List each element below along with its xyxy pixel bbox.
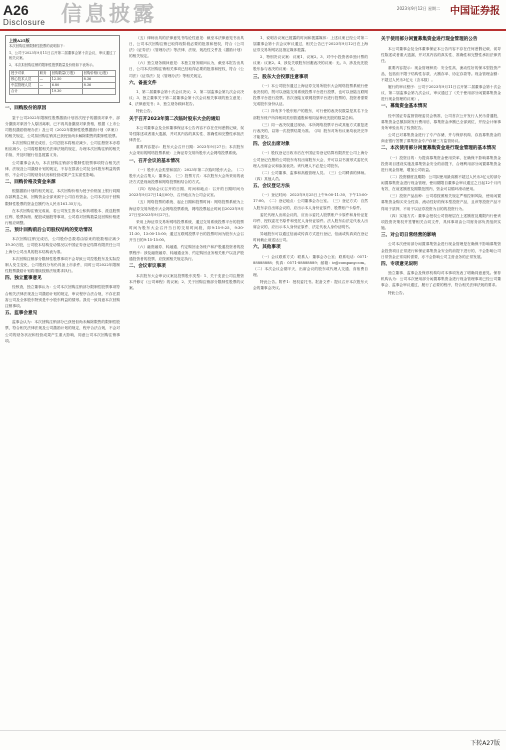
body-paragraph: 在本次回购注销完成前，若公司发生资本公积转增股本、派送股票红利、股票拆细、配股或缩股等事项，公司将对回购数量及回购价格进行相应调整。 [5, 208, 120, 225]
body-paragraph: 公司董事会认为，本次回购注销部分限制性股票事项符合相关法律、法规及公司激励计划的规定，不存在损害公司及全体股东利益的情形，不会对公司的财务状况和经营成果产生实质性影响。 [5, 160, 120, 177]
notice-line: 1、公司于2023年9月11日召开第二届董事会第十次会议，审议通过了相关议案。 [9, 50, 116, 61]
body-paragraph: 本次回购注销部分限制性股票事项不会导致公司控股股东及实际控制人发生变化，公司股权分布仍具备上市条件，同时公司2022年限制性股票激励计划将继续按照法规要求执行。 [5, 256, 120, 273]
body-paragraph: （五）律师出具的法律意见书结论性意见：截至本法律意见书出具日，公司本次回购注销已取得现阶段必要的批准和授权，符合《公司法》《证券法》《管理办法》等法律、法规、规范性文件及《激励计划》的相关规定。 [129, 36, 244, 59]
column-text [129, 35, 244, 291]
table-cell: 中层管理人员 [10, 83, 39, 89]
body-paragraph: （一）登记时间：2023年9月25日上午9:00-11:30，下午13:00-17:00。（二）登记地点：公司董事会办公室。（三）登记方式：自然人股东亲自出席会议的，应出示本人身份证原件、股票账户卡原件。 [253, 193, 368, 210]
page-header [0, 0, 506, 30]
subheading: 一、召开会议的基本情况 [129, 158, 180, 164]
body-paragraph: （一）会议联系方式：联系人：董事会办公室；联系电话：0571-88888888；传真：0571-88888889；邮箱：ir@company.com。（二）本次会议会期半天，出席会议的股东或代理人交通、食宿费自理。 [253, 254, 368, 277]
body-paragraph: 特此公告。 [388, 290, 407, 295]
column-1 [5, 35, 120, 728]
table-cell: 核心技术人员 [10, 77, 39, 83]
subheading: 二、会议审议事项 [129, 264, 166, 270]
subheading: 三、对公司日常经营的影响 [381, 232, 437, 238]
subheading: 五、监事会意见 [5, 310, 38, 316]
body-paragraph: 独立董事、监事会及保荐机构均对本事项发表了明确同意意见。保荐机构认为：公司本次使用部分闲置募集资金进行现金管理事项已经公司董事会、监事会审议通过，履行了必要的程序，符合相关法律法规的要求。 [381, 271, 501, 288]
continuation-box [5, 35, 120, 103]
subheading: 四、专项意见说明 [381, 261, 418, 267]
table-cell: 授予对象 [10, 71, 39, 77]
table-cell: 回购价格(元/股) [82, 71, 115, 77]
body-paragraph: （二）公司董事、监事和高级管理人员。（三）公司聘请的律师。（四）其他人员。 [253, 170, 368, 181]
subheading: 四、独立董事意见 [5, 275, 42, 281]
body-paragraph: 重要内容提示：现金管理种类：安全性高、流动性好的保本型投资产品，包括但不限于结构性存款、大额存单、协定存款等。现金管理金额：不超过人民币3亿元（含本数）。 [381, 65, 501, 82]
column-text [5, 106, 120, 343]
page-label: Disclosure [3, 18, 46, 27]
table-cell: 8.36 [82, 83, 115, 89]
body-paragraph: （六）独立财务顾问意见：本独立财务顾问认为，截至本报告出具日，公司本次回购注销相关事项已经取得必要的批准和授权，符合《公司法》《证券法》及《管理办法》等相关规定。 [129, 61, 244, 78]
column-text [253, 35, 368, 291]
table-cell: 12.50 [50, 77, 82, 83]
header-rule [0, 29, 506, 31]
body-paragraph: 经中国证券监督管理委员会核准，公司首次公开发行人民币普通股，募集资金总额扣除发行费用后，募集资金净额已全部到位，并经会计师事务所审验出具了验资报告。 [381, 113, 501, 131]
column-3 [253, 35, 368, 728]
notice-line: 2、本次拟回购注销的限制性股票数量及价格如下表所示。 [9, 62, 96, 67]
issue-date: 2023年9月12日 星期二 [396, 6, 440, 11]
body-paragraph: （一）股东大会类型和届次：2023年第二次临时股东大会。（二）股东大会召集人：董事会。（三）投票方式：本次股东大会所采用的表决方式是现场投票和网络投票相结合的方式。 [129, 168, 244, 185]
subheading: 关于召开2023年第二次临时股东大会的通知 [129, 116, 220, 122]
table-cell: — [38, 83, 50, 89]
body-paragraph: （四）实施方式：董事会授权公司管理层在上述额度及期限内行使该项投资决策权并签署相关合同文件，具体事项由公司财务部负责组织实施。 [381, 213, 501, 230]
body-paragraph: （一）投资目的：为提高募集资金使用效率，在确保不影响募集资金投资项目建设实施及募集资金安全的前提下，合理利用部分闲置募集资金进行现金管理，增加公司收益。 [381, 155, 501, 172]
body-paragraph: 公司已对募集资金进行了专户存储，并与保荐机构、存放募集资金的商业银行签署了募集资金专户存储三方监管协议。 [381, 133, 501, 144]
body-paragraph: 本次回购注销完成后，公司股份总数将由原来的股数相应减少19.30万股，公司股本结构变动情况以中国证券登记结算有限责任公司上海分公司出具的股本结构表为准。 [5, 237, 120, 254]
body-paragraph: 本次回购注销完成后，公司总股本将相应减少，公司注册资本亦将相应减少。公司将根据相关法律法规的规定，办理本次回购注销的相关手续，并及时履行信息披露义务。 [5, 141, 120, 158]
subheading: 二、回购价格及资金来源 [5, 179, 56, 185]
body-paragraph: （四）现场会议召开的日期、时间和地点：召开的日期时间为2023年9月27日14点00分，召开地点为公司会议室。 [129, 187, 244, 198]
subheading: 四、会议出席对象 [253, 141, 290, 147]
body-paragraph: 公司本次使用部分闲置募集资金进行现金管理是在确保不影响募集资金投资项目正常进行和保证募集资金安全的前提下进行的，不会影响公司日常资金正常周转需要，亦不会影响公司主营业务的正常发展。 [381, 242, 501, 259]
continuation-title: 上接A25版 [9, 38, 30, 43]
body-paragraph: 鉴于公司2022年限制性股票激励计划首次授予的激励对象中，部分激励对象因个人原因离职，已不再具备激励对象资格，根据《上市公司股权激励管理办法》及公司《2022年限制性股票激励计划（草案）》的相关规定，公司拟回购注销其已获授但尚未解除限售的限制性股票。 [5, 115, 120, 139]
body-paragraph: （二）持有多个股东账户的股东，可行使的表决权数量是其名下全部股东账户所持相同类别普通股和相同品种优先股的数量总和。 [253, 109, 368, 120]
body-paragraph: 特此公告。附件1：授权委托书。报备文件：提议召开本次股东大会的董事会决议。 [253, 280, 368, 291]
table-cell: 6.80 [50, 83, 82, 89]
subheading: 关于使用部分闲置募集资金进行现金管理的公告 [381, 37, 478, 42]
subheading: 三、预计回购前后公司股权结构的变动情况 [5, 227, 93, 233]
body-paragraph: 1、第二届董事会第十次会议决议；2、第二届监事会第九次会议决议；3、独立董事关于第二届董事会第十次会议相关事项的独立意见；4、法律意见书；5、独立财务顾问报告。 [129, 90, 244, 107]
table-cell: 合计 [10, 89, 39, 95]
body-paragraph: 2、特别决议议案：议案1、议案2。3、对中小投资者单独计票的议案：议案2。4、涉及关联股东回避表决的议案：无。5、涉及优先股股东参与表决的议案：无。 [253, 55, 368, 72]
table-cell: 职务 [38, 71, 50, 77]
body-paragraph: 1、说明各议案已披露的时间和披露媒体：上述议案已经公司第二届董事会第十次会议审议通过，相关公告已于2023年9月12日在上海证券交易所网站及指定媒体披露。 [253, 36, 368, 53]
body-paragraph: 经核查，独立董事认为：公司本次回购注销部分限制性股票事项符合相关法律法规及公司激励计划的规定，审议程序合法合规，不存在损害公司及全体股东特别是中小股东利益的情形。我们一致同意本次回购注销事项。 [5, 285, 120, 308]
body-paragraph: （一）股权登记日收市后在中国证券登记结算有限责任公司上海分公司登记在册的公司股东有权出席股东大会，并可以以书面形式委托代理人出席会议和参加表决。该代理人不必是公司股东。 [253, 151, 368, 168]
column-4 [381, 35, 501, 728]
section-title: 信息披露 [61, 2, 157, 26]
body-paragraph: （五）网络投票的系统、起止日期和投票时间：网络投票系统为上海证券交易所股东大会网络投票系统，网络投票起止时间自2023年9月27日至2023年9月27日。 [129, 200, 244, 217]
body-paragraph: （一）本公司股东通过上海证券交易所股东大会网络投票系统行使表决权的，既可以登陆交易系统投票平台进行投票，也可以登陆互联网投票平台进行投票。首次登陆互联网投票平台进行投票的，投资者需要完成股东身份认证。 [253, 84, 368, 107]
table-cell [38, 89, 50, 95]
body-paragraph: 监事会认为：本次回购注销部分已获授但尚未解除限售的限制性股票，符合相关法律法规及公司激励计划的规定，程序合法合规，不会对公司的财务状况和经营成果产生重大影响，同意公司本次回购注销事项。 [5, 320, 120, 343]
continued-note: 下转A27版 [470, 740, 500, 747]
body-paragraph: 本次股东大会审议议案及投票股东类型：1、关于变更公司注册资本并修订《公司章程》的议案；2、关于回购注销部分限制性股票的议案。 [129, 273, 244, 291]
subheading: 三、股东大会投票注意事项 [253, 74, 309, 80]
shares-table [9, 70, 116, 95]
newspaper-name: 中国证券报 [450, 6, 500, 17]
table-cell: — [38, 77, 50, 83]
subheading: 一、募集资金基本情况 [381, 104, 427, 110]
body-paragraph: （三）同一表决权通过现场、本所网络投票平台或其他方式重复进行表决的，以第一次投票结果为准。（四）股东对所有议案均表决完毕才能提交。 [253, 122, 368, 139]
subheading: 二、本次使用部分闲置募集资金进行现金管理的基本情况 [381, 146, 496, 152]
subheading: 六、其他事项 [253, 245, 281, 251]
body-paragraph: （三）投资产品品种：公司将按照相关规定严格控制风险，使用闲置募集资金购买安全性高、流动性好的保本型投资产品，且该等投资产品不得用于质押，不用于以证券投资为目的的投资行为。 [381, 194, 501, 211]
body-paragraph: 异地股东可以通过信函或传真方式进行登记，信函或传真须在登记时间截止前送达公司。 [253, 231, 368, 243]
body-paragraph: 本公司董事会及全体董事保证本公告内容不存在任何虚假记载、误导性陈述或者重大遗漏，并对其内容的真实性、准确性和完整性承担法律责任。 [129, 126, 244, 143]
body-paragraph: 履行的审议程序：公司于2023年9月11日召开第二届董事会第十次会议、第二届监事会第九次会议，审议通过了《关于使用部分闲置募集资金进行现金管理的议案》。 [381, 85, 501, 102]
table-cell: 8.36 [82, 77, 115, 83]
page-number: A26 [3, 2, 29, 18]
body-paragraph: 采用上海证券交易所网络投票系统，通过交易系统投票平台的投票时间为股东大会召开当日的交易时间段，即9:15-9:25，9:30-11:30，13:00-15:00；通过互联网投票平台的投票时间为股东大会召开当日的9:15-15:00。 [129, 219, 244, 243]
column-text [381, 37, 501, 296]
subheading: 一、回购股份的原因 [5, 106, 47, 112]
table-row [10, 89, 116, 95]
body-paragraph: （六）融资融券、转融通、约定购回业务账户和沪股通投资者的投票程序：涉及融资融券、转融通业务、约定购回业务相关账户以及沪股通投资者的投票，应按照相关规定执行。 [129, 245, 244, 262]
notice-line: 本次回购注销限制性股票的说明如下： [9, 44, 67, 48]
column-2 [129, 35, 244, 728]
table-cell: 19.30 [50, 89, 82, 95]
body-paragraph: 重要内容提示：股东大会召开日期：2023年9月27日；本次股东大会采用的网络投票系统：上海证券交易所股东大会网络投票系统。 [129, 145, 244, 156]
body-paragraph: 委托代理人出席会议的，应出示委托人股票账户卡原件和身份证复印件、授权委托书原件和受托人身份证原件。法人股东由法定代表人出席会议的，应出示本人身份证原件、法定代表人身份证明书。 [253, 212, 368, 229]
table-cell [82, 89, 115, 95]
footer-rule [0, 730, 506, 731]
page-footer [0, 736, 506, 750]
subheading: 六、备查文件 [129, 80, 157, 86]
subheading: 五、会议登记方法 [253, 183, 290, 189]
body-paragraph: 根据激励计划的相关规定，本次回购价格为授予价格加上银行同期存款利息之和，回购资金全部来源于公司自有资金。公司本次用于回购限制性股票的资金总额约为人民币161.35万元。 [5, 189, 120, 206]
body-paragraph: 本公司董事会及全体董事保证本公告内容不存在任何虚假记载、误导性陈述或者重大遗漏，并对其内容的真实性、准确性和完整性承担法律责任。 [381, 46, 501, 63]
body-paragraph: （二）投资额度及期限：公司拟使用最高额不超过人民币3亿元的部分闲置募集资金进行现金管理，使用期限自董事会审议通过之日起12个月内有效，在前述额度及期限范围内，资金可以循环滚动使用。 [381, 175, 501, 192]
body-paragraph: 特此公告。 [136, 109, 155, 114]
table-cell: 回购数量(万股) [50, 71, 82, 77]
